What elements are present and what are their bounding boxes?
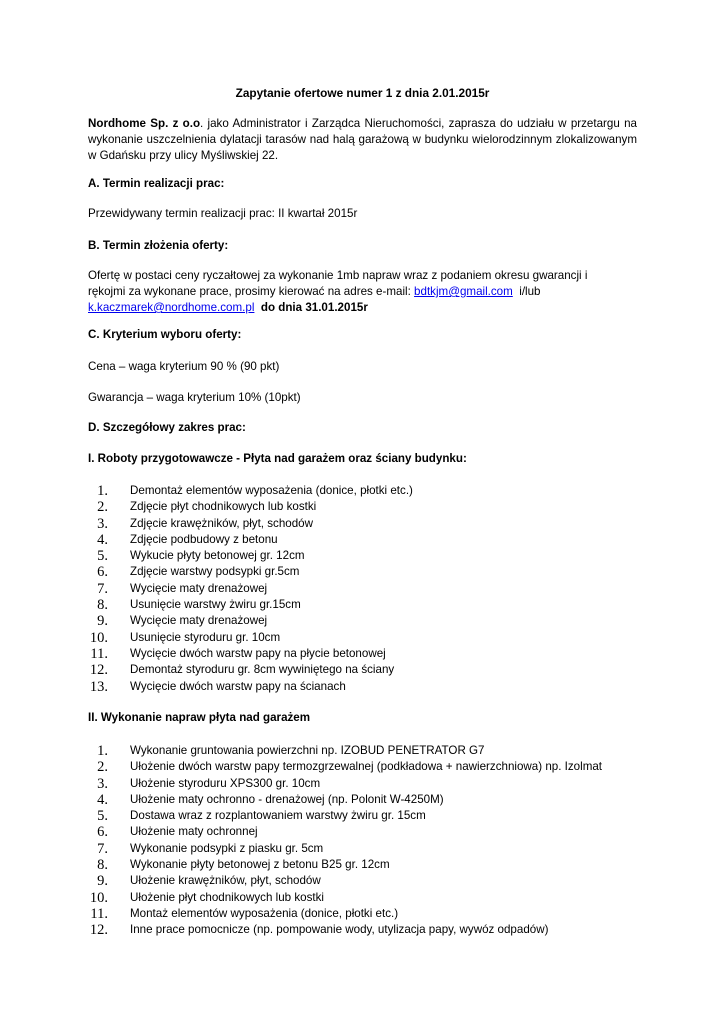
section-c-heading: C. Kryterium wyboru oferty: [88,328,242,341]
section-b-line2-prefix: rękojmi za wykonane prace, prosimy kierować na adres e-mail: [88,285,415,298]
intro-paragraph [88,116,637,164]
section-b-line3 [88,300,648,316]
section-a-heading: A. Termin realizacji prac: [88,177,225,190]
intro-text: . jako Administrator i Zarządca Nieruchomości, zaprasza do udziału w przetargu na wykonanie uszczelnienia dylatacji tarasów nad halą garażową w budynku wielorodzinnym zlokalizowanym w Gdańsku przy ulicy Myśliwskiej 22. [88,117,637,162]
criteria-warranty: Gwarancja – waga kryterium 10% (10pkt) [88,391,301,404]
company-name: Nordhome Sp. z o.o [88,117,201,130]
section-b-line2-suffix: i/lub [512,285,541,298]
deadline-text: do dnia 31.01.2015r [260,301,368,314]
section-a-text: Przewidywany termin realizacji prac: II kwartał 2015r [88,207,358,220]
email-link-1[interactable]: bdtkjm@gmail.com [414,285,513,298]
page-title: Zapytanie ofertowe numer 1 z dnia 2.01.2015r [235,86,490,100]
document-page: Zapytanie ofertowe numer 1 z dnia 2.01.2015r Nordhome Sp. z o.o. jako Administrator i Zarządca Nieruchomości, zaprasza do udziału w przetargu na wykonanie uszczelnienia dylatacji tarasów nad halą garażową w budynku wielorodzinnym zlokalizowanym w Gdańsku przy ulicy Myśliwskiej 22. A. Termin realizacji prac: Przewidywany termin realizacji prac: II kwartał 2015r B. Termin złożenia oferty: Ofertę w postaci ceny ryczałtowej za wykonanie 1mb napraw wraz z podaniem okresu gwarancji i rękojmi za wykonane prace, prosimy kierować na adres e-mail: bdtkjm@gmail.com i/lub k.kaczmarek@nordhome.com.pl do dnia 31.01.2015r C. Kryterium wyboru oferty: Cena – waga kryterium 90 % (90 pkt) Gwarancja – waga kryterium 10% (10pkt) D. Szczegółowy zakres prac: I. Roboty przygotowawcze - Płyta nad garażem oraz ściany budynku: 1. Demontaż elementów wyposażenia (donice, płotki etc.) 2. Zdjęcie płyt chodnikowych lub kostki 3. Zdjęcie krawężników, płyt, schodów 4. Zdjęcie podbudowy z betonu 5. Wykucie płyty betonowej gr. 12cm 6. Zdjęcie warstwy podsypki gr.5cm 7. Wycięcie maty drenażowej 8. Usunięcie warstwy żwiru gr.15cm 9. Wycięcie maty drenażowej 10. Usunięcie styroduru gr. 10cm 11. Wycięcie dwóch warstw papy na płycie betonowej 12. Demontaż styroduru gr. 8cm wywiniętego na ściany 13. Wycięcie dwóch warstw papy na ścianach II. Wykonanie napraw płyta nad garażem 1. Wykonanie gruntowania powierzchni np. IZOBUD PENETRATOR G7 2. Ułożenie dwóch warstw papy termozgrzewalnej (podkładowa + nawierzchniowa) np. Izolmat 3. Ułożenie styroduru XPS300 gr. 10cm 4. Ułożenie maty ochronno - drenażowej (np. Polonit W-4250M) 5. Dostawa wraz z rozplantowaniem warstwy żwiru gr. 15cm 6. Ułożenie maty ochronnej 7. Wykonanie podsypki z piasku gr. 5cm 8. Wykonanie płyty betonowej z betonu B25 gr. 12cm 9. Ułożenie krawężników, płyt, schodów 10. Ułożenie płyt chodnikowych lub kostki 11. Montaż elementów wyposażenia (donice, płotki etc.) 12. Inne prace pomocnicze (np. pompowanie wody, utylizacja papy, wywóz odpadów) [0,0,725,1024]
section-b-line1: Ofertę w postaci ceny ryczałtowej za wykonanie 1mb napraw wraz z podaniem okresu gwarancji i [88,269,588,282]
criteria-price: Cena – waga kryterium 90 % (90 pkt) [88,360,280,373]
section-b-heading: B. Termin złożenia oferty: [88,239,229,252]
section-d-heading: D. Szczegółowy zakres prac: [88,421,246,434]
part-2-heading: II. Wykonanie napraw płyta nad garażem [88,711,311,724]
section-b-paragraph [88,268,648,316]
email-link-2[interactable]: k.kaczmarek@nordhome.com.pl [88,301,255,314]
section-b-line2 [88,284,648,300]
part-1-heading: I. Roboty przygotowawcze - Płyta nad garażem oraz ściany budynku: [88,452,467,465]
